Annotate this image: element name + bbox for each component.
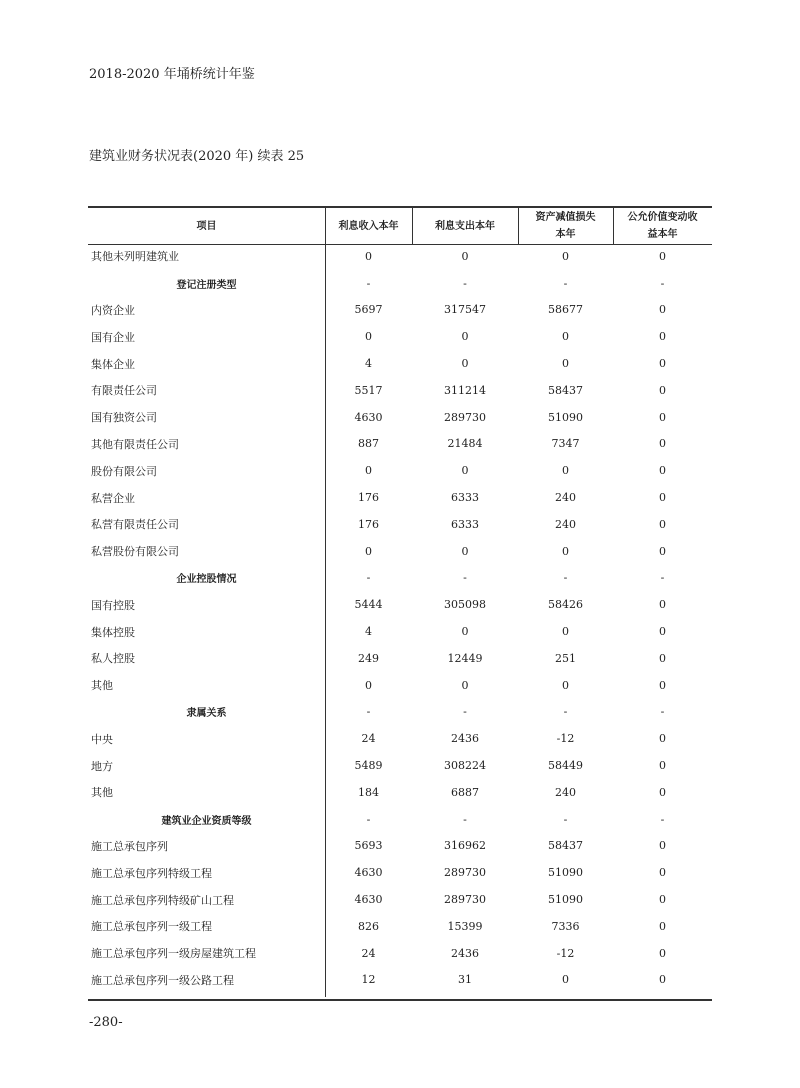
table-row bbox=[88, 323, 712, 350]
value-cell: - bbox=[463, 276, 467, 290]
row-label: 施工总承包序列一级公路工程 bbox=[91, 973, 234, 987]
table-row bbox=[88, 725, 712, 752]
table-row bbox=[88, 511, 712, 538]
table-row bbox=[88, 484, 712, 511]
value-cell: 240 bbox=[555, 785, 576, 799]
value-cell: 251 bbox=[555, 651, 576, 665]
row-label: 内资企业 bbox=[91, 303, 135, 317]
value-cell: 4630 bbox=[354, 410, 383, 424]
table-row bbox=[88, 457, 712, 484]
value-cell: 58677 bbox=[548, 303, 583, 317]
row-label: 国有企业 bbox=[91, 330, 135, 344]
value-cell: - bbox=[660, 812, 665, 826]
value-cell: 0 bbox=[461, 330, 469, 344]
value-cell: 6887 bbox=[451, 785, 479, 799]
table-row bbox=[88, 913, 712, 940]
table-row bbox=[88, 886, 712, 913]
value-cell: 0 bbox=[659, 303, 666, 317]
value-cell: 0 bbox=[659, 946, 666, 960]
value-cell: 58437 bbox=[548, 383, 583, 397]
value-cell: 0 bbox=[659, 544, 666, 558]
value-cell: 5489 bbox=[354, 759, 383, 773]
value-cell: 0 bbox=[659, 491, 666, 505]
value-cell: 0 bbox=[562, 249, 569, 263]
section-row bbox=[88, 270, 712, 297]
table-row bbox=[88, 404, 712, 431]
value-cell: 184 bbox=[358, 785, 379, 799]
value-cell: 0 bbox=[659, 383, 666, 397]
value-cell: 289730 bbox=[444, 410, 486, 424]
value-cell: - bbox=[660, 276, 665, 290]
value-cell: - bbox=[366, 276, 371, 290]
value-cell: 0 bbox=[562, 357, 569, 371]
value-cell: - bbox=[366, 705, 371, 719]
row-label: 私营企业 bbox=[91, 491, 135, 505]
row-label: 企业控股情况 bbox=[176, 574, 237, 586]
value-cell: 12449 bbox=[447, 651, 483, 665]
value-cell: - bbox=[563, 705, 568, 719]
value-cell: 311214 bbox=[444, 383, 486, 397]
value-cell: 0 bbox=[659, 678, 666, 692]
value-cell: 0 bbox=[365, 249, 372, 263]
value-cell: 0 bbox=[562, 330, 569, 344]
row-label: 国有独资公司 bbox=[91, 411, 157, 425]
value-cell: 7336 bbox=[551, 919, 580, 933]
value-cell: 305098 bbox=[444, 598, 486, 612]
value-cell: 0 bbox=[461, 544, 469, 558]
value-cell: 6333 bbox=[451, 491, 479, 505]
section-row bbox=[88, 806, 712, 833]
value-cell: 4630 bbox=[354, 893, 383, 907]
row-label: 施工总承包序列一级房屋建筑工程 bbox=[91, 947, 256, 961]
value-cell: 0 bbox=[461, 357, 469, 371]
value-cell: 5693 bbox=[354, 839, 383, 853]
row-label: 股份有限公司 bbox=[91, 464, 157, 478]
value-cell: 0 bbox=[365, 544, 372, 558]
table-row bbox=[88, 672, 712, 699]
value-cell: 289730 bbox=[444, 866, 486, 880]
value-cell: 0 bbox=[365, 678, 372, 692]
value-cell: 7347 bbox=[551, 437, 580, 451]
table-row bbox=[88, 618, 712, 645]
table-header bbox=[88, 208, 712, 245]
row-label: 隶属关系 bbox=[186, 708, 227, 720]
value-cell: 24 bbox=[361, 732, 376, 746]
value-cell: -12 bbox=[556, 946, 575, 960]
value-cell: 317547 bbox=[444, 303, 486, 317]
row-label: 地方 bbox=[91, 759, 113, 773]
value-cell: 289730 bbox=[444, 893, 486, 907]
value-cell: 0 bbox=[461, 464, 469, 478]
value-cell: - bbox=[463, 705, 467, 719]
table-row bbox=[88, 377, 712, 404]
value-cell: 0 bbox=[365, 464, 372, 478]
table-row bbox=[88, 538, 712, 565]
column-divider bbox=[412, 208, 413, 244]
value-cell: 316962 bbox=[444, 839, 486, 853]
row-label: 中央 bbox=[91, 732, 113, 746]
value-cell: - bbox=[563, 571, 568, 585]
value-cell: 4 bbox=[365, 357, 372, 371]
value-cell: 0 bbox=[659, 410, 666, 424]
section-row bbox=[88, 699, 712, 726]
row-label: 其他 bbox=[91, 786, 113, 800]
row-label: 国有控股 bbox=[91, 598, 135, 612]
value-cell: 0 bbox=[659, 598, 666, 612]
row-label: 建筑业企业资质等级 bbox=[161, 815, 252, 827]
table-row bbox=[88, 350, 712, 377]
value-cell: -12 bbox=[556, 732, 575, 746]
value-cell: 0 bbox=[659, 249, 666, 263]
value-cell: 51090 bbox=[548, 893, 583, 907]
row-label: 集体控股 bbox=[91, 625, 135, 639]
row-label: 有限责任公司 bbox=[91, 384, 157, 398]
value-cell: 0 bbox=[659, 330, 666, 344]
value-cell: 2436 bbox=[451, 946, 479, 960]
header-fair-value-change: 公允价值变动收益本年 bbox=[627, 212, 698, 240]
value-cell: - bbox=[563, 812, 568, 826]
value-cell: 0 bbox=[659, 625, 666, 639]
table-row bbox=[88, 752, 712, 779]
value-cell: 0 bbox=[659, 437, 666, 451]
value-cell: 240 bbox=[555, 517, 576, 531]
value-cell: 2436 bbox=[451, 732, 479, 746]
value-cell: - bbox=[366, 812, 371, 826]
value-cell: 887 bbox=[358, 437, 379, 451]
table-row bbox=[88, 243, 712, 270]
value-cell: 0 bbox=[562, 464, 569, 478]
row-label: 施工总承包序列特级矿山工程 bbox=[91, 893, 234, 907]
row-label: 私营有限责任公司 bbox=[91, 518, 179, 532]
header-item: 项目 bbox=[196, 220, 217, 232]
value-cell: 15399 bbox=[447, 919, 483, 933]
table-title: 建筑业财务状况表(2020 年) 续表 25 bbox=[89, 149, 305, 164]
value-cell: 249 bbox=[358, 651, 379, 665]
row-label: 登记注册类型 bbox=[176, 279, 237, 291]
table-row bbox=[88, 645, 712, 672]
value-cell: 0 bbox=[659, 919, 666, 933]
value-cell: - bbox=[660, 571, 665, 585]
section-row bbox=[88, 565, 712, 592]
value-cell: 240 bbox=[555, 491, 576, 505]
row-label: 施工总承包序列 bbox=[91, 839, 168, 853]
value-cell: 0 bbox=[659, 785, 666, 799]
value-cell: 176 bbox=[358, 517, 379, 531]
value-cell: 0 bbox=[659, 839, 666, 853]
value-cell: 0 bbox=[659, 651, 666, 665]
row-label: 集体企业 bbox=[91, 357, 135, 371]
table-row bbox=[88, 779, 712, 806]
row-label: 施工总承包序列特级工程 bbox=[91, 866, 212, 880]
value-cell: - bbox=[660, 705, 665, 719]
value-cell: 0 bbox=[461, 678, 469, 692]
value-cell: 0 bbox=[562, 544, 569, 558]
value-cell: - bbox=[563, 276, 568, 290]
value-cell: 176 bbox=[358, 491, 379, 505]
value-cell: 0 bbox=[562, 973, 569, 987]
value-cell: - bbox=[463, 571, 467, 585]
value-cell: 5517 bbox=[354, 383, 383, 397]
value-cell: 308224 bbox=[444, 759, 486, 773]
table-row bbox=[88, 859, 712, 886]
header-asset-impairment: 资产减值损失本年 bbox=[535, 212, 596, 240]
table-row bbox=[88, 591, 712, 618]
value-cell: 12 bbox=[361, 973, 376, 987]
value-cell: 0 bbox=[659, 732, 666, 746]
column-divider bbox=[518, 208, 519, 244]
value-cell: 0 bbox=[659, 464, 666, 478]
running-head: 2018-2020 年埇桥统计年鉴 bbox=[89, 67, 255, 82]
table-row bbox=[88, 431, 712, 458]
value-cell: 31 bbox=[458, 973, 472, 987]
table-row bbox=[88, 833, 712, 860]
table-row bbox=[88, 297, 712, 324]
value-cell: 51090 bbox=[548, 410, 583, 424]
value-cell: 0 bbox=[659, 973, 666, 987]
value-cell: 58449 bbox=[548, 759, 583, 773]
page-number: -280- bbox=[89, 1015, 123, 1030]
value-cell: 51090 bbox=[548, 866, 583, 880]
value-cell: 0 bbox=[659, 759, 666, 773]
row-label: 私营股份有限公司 bbox=[91, 545, 179, 559]
value-cell: 24 bbox=[361, 946, 376, 960]
row-label: 施工总承包序列一级工程 bbox=[91, 920, 212, 934]
value-cell: 0 bbox=[461, 249, 469, 263]
value-cell: 21484 bbox=[447, 437, 483, 451]
value-cell: 0 bbox=[659, 517, 666, 531]
row-label: 其他 bbox=[91, 679, 113, 693]
value-cell: - bbox=[366, 571, 371, 585]
header-interest-income: 利息收入本年 bbox=[338, 220, 399, 232]
table-row bbox=[88, 967, 712, 994]
value-cell: 4 bbox=[365, 625, 372, 639]
value-cell: 4630 bbox=[354, 866, 383, 880]
value-cell: 0 bbox=[562, 678, 569, 692]
value-cell: 58437 bbox=[548, 839, 583, 853]
value-cell: 5444 bbox=[354, 598, 383, 612]
value-cell: - bbox=[463, 812, 467, 826]
value-cell: 5697 bbox=[354, 303, 383, 317]
value-cell: 0 bbox=[659, 893, 666, 907]
finance-table bbox=[88, 206, 712, 1001]
table-row bbox=[88, 940, 712, 967]
value-cell: 58426 bbox=[548, 598, 583, 612]
value-cell: 0 bbox=[659, 866, 666, 880]
value-cell: 0 bbox=[659, 357, 666, 371]
header-interest-expense: 利息支出本年 bbox=[435, 220, 495, 232]
value-cell: 6333 bbox=[451, 517, 479, 531]
column-divider bbox=[613, 208, 614, 244]
value-cell: 826 bbox=[358, 919, 379, 933]
row-label: 私人控股 bbox=[91, 652, 135, 666]
row-label: 其他未列明建筑业 bbox=[91, 250, 179, 264]
value-cell: 0 bbox=[461, 625, 469, 639]
value-cell: 0 bbox=[562, 625, 569, 639]
value-cell: 0 bbox=[365, 330, 372, 344]
row-label: 其他有限责任公司 bbox=[91, 437, 179, 451]
